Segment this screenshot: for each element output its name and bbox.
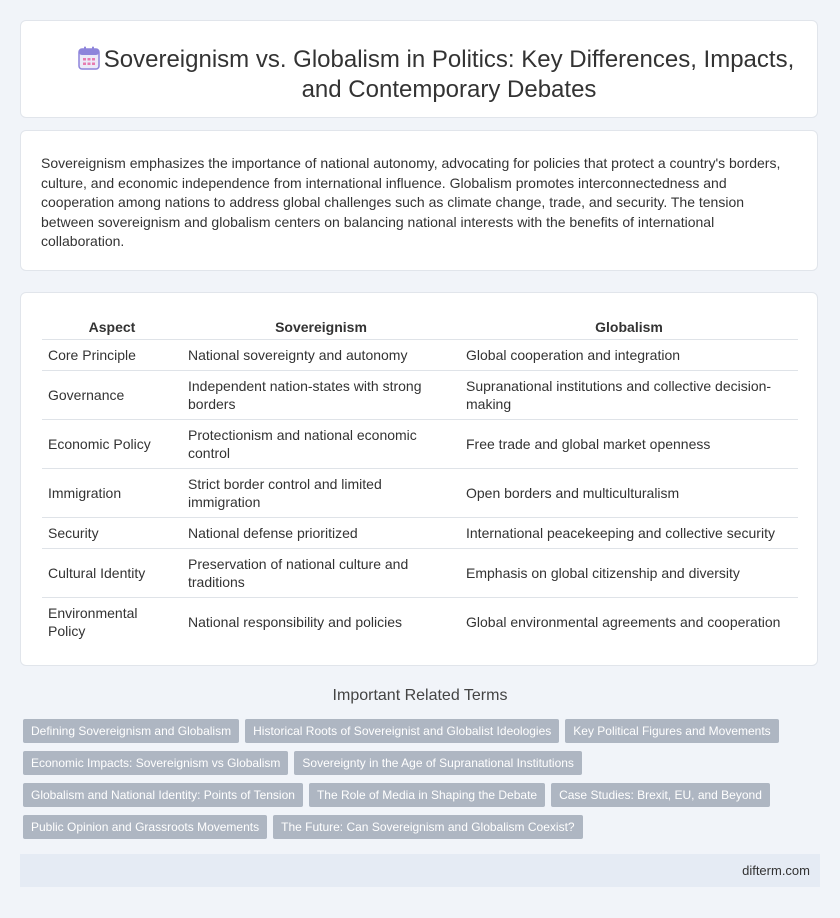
table-cell: Strict border control and limited immigration (182, 469, 460, 518)
header-sovereignism: Sovereignism (182, 315, 460, 340)
table-row (42, 420, 798, 469)
table-cell: Emphasis on global citizenship and diversity (460, 549, 798, 598)
comparison-table (42, 315, 798, 646)
related-term-tag[interactable]: Defining Sovereignism and Globalism (23, 719, 239, 743)
comparison-card (20, 292, 818, 666)
table-cell: Environmental Policy (48, 605, 138, 639)
table-cell: Immigration (42, 469, 182, 518)
related-term-tag[interactable]: Sovereignty in the Age of Supranational Institutions (294, 751, 582, 775)
table-cell: Protectionism and national economic control (182, 420, 460, 469)
related-term-tag[interactable]: Historical Roots of Sovereignist and Globalist Ideologies (245, 719, 559, 743)
tag-row (23, 815, 589, 839)
table-cell: Governance (42, 371, 182, 420)
header-globalism: Globalism (460, 315, 798, 340)
related-term-tag[interactable]: Public Opinion and Grassroots Movements (23, 815, 267, 839)
table-cell: Economic Policy (42, 420, 182, 469)
header-card (20, 20, 818, 118)
related-term-tag[interactable]: Globalism and National Identity: Points of Tension (23, 783, 303, 807)
table-header-row (42, 315, 798, 340)
table-cell: Independent nation-states with strong borders (182, 371, 460, 420)
related-term-tag[interactable]: Economic Impacts: Sovereignism vs Globalism (23, 751, 288, 775)
tag-row (23, 783, 776, 807)
intro-text: Sovereignism emphasizes the importance of national autonomy, advocating for policies that protect a country's borders, culture, and economic independence from international influence. Globalism promotes interconnectedness and cooperation among nations to address global challenges such as climate change, trade, and security. The tension between sovereignism and globalism centers on balancing national interests with the benefits of international collaboration. (41, 155, 781, 249)
calendar-icon (78, 46, 100, 70)
related-terms-title: Important Related Terms (332, 687, 508, 704)
table-row (42, 598, 798, 646)
table-cell: Core Principle (42, 340, 182, 371)
table-cell: International peacekeeping and collective security (460, 518, 798, 549)
tag-row (23, 719, 785, 743)
related-term-tag[interactable]: The Role of Media in Shaping the Debate (309, 783, 545, 807)
related-term-tag[interactable]: Case Studies: Brexit, EU, and Beyond (551, 783, 770, 807)
table-cell: Preservation of national culture and traditions (182, 549, 460, 598)
table-row (42, 340, 798, 371)
table-cell: Open borders and multiculturalism (460, 469, 798, 518)
intro-card (20, 130, 818, 271)
table-cell: Security (42, 518, 182, 549)
table-row (42, 469, 798, 518)
page-title: Sovereignism vs. Globalism in Politics: Key Differences, Impacts, and Contemporary Debates (103, 46, 795, 103)
footer (20, 854, 820, 887)
related-term-tag[interactable]: Key Political Figures and Movements (565, 719, 778, 743)
table-row (42, 518, 798, 549)
table-cell: Cultural Identity (42, 549, 182, 598)
tag-row (23, 751, 588, 775)
table-row (42, 371, 798, 420)
table-cell: Global environmental agreements and cooperation (466, 614, 781, 630)
table-row (42, 549, 798, 598)
table-cell: National responsibility and policies (188, 614, 403, 630)
table-cell: Global cooperation and integration (460, 340, 798, 371)
table-cell: National defense prioritized (182, 518, 460, 549)
related-term-tag[interactable]: The Future: Can Sovereignism and Globalism Coexist? (273, 815, 582, 839)
header-aspect: Aspect (42, 315, 182, 340)
footer-site[interactable]: difterm.com (742, 863, 810, 878)
table-cell: Free trade and global market openness (460, 420, 798, 469)
table-cell: National sovereignty and autonomy (182, 340, 460, 371)
table-cell: Supranational institutions and collective decision-making (460, 371, 798, 420)
